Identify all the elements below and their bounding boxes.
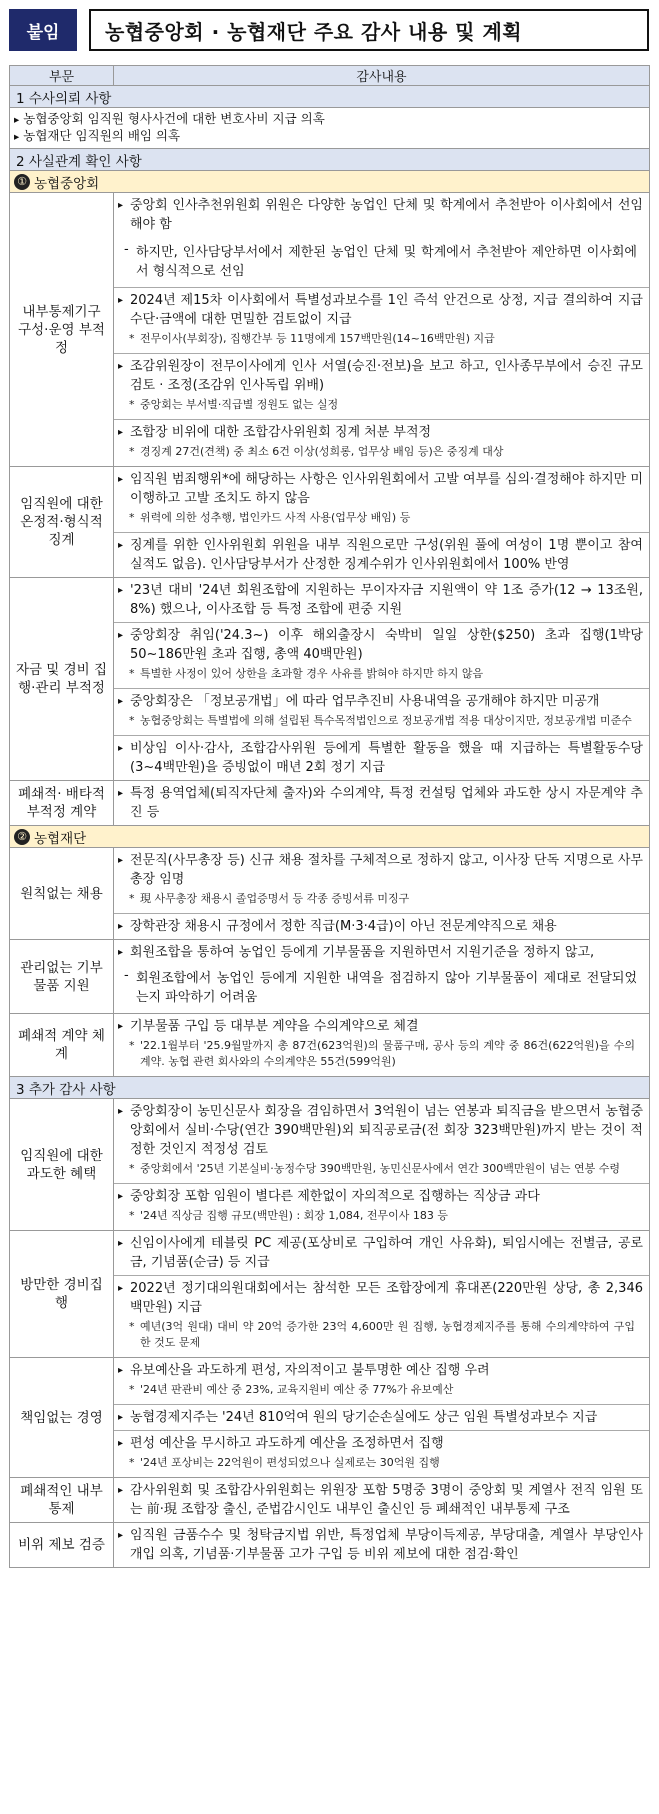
table-row: [10, 467, 650, 578]
bullet-icon: ▸: [118, 1238, 124, 1249]
item-text: 하지만, 인사담당부서에서 제한된 농업인 단체 및 학계에서 추천받아 제안하면 이사회에서 형식적으로 선임: [136, 245, 637, 279]
item-text: 임직원 범죄행위*에 해당하는 사항은 인사위원회에서 고발 여부를 심의·결정해야 하지만 미이행하고 고발 조치도 하지 않음: [130, 472, 643, 506]
subsection-title-nh-federation: [10, 171, 650, 193]
note: [114, 395, 643, 416]
list-item: [114, 578, 649, 622]
header: [9, 9, 649, 51]
note: [114, 1159, 643, 1180]
note-text: 예년(3억 원대) 대비 약 20억 증가한 23억 4,600만 원 집행, 농협경제지주를 통해 수의계약하여 구입한 것도 문제: [140, 1320, 635, 1349]
table-row: [10, 1358, 650, 1478]
list-item-text: 농협재단 임직원의 배임 의혹: [23, 128, 181, 143]
section-title-2: 2 사실관계 확인 사항: [10, 149, 650, 171]
row-content: [114, 1014, 650, 1077]
section-1-items: [10, 108, 650, 149]
list-item: [114, 1183, 649, 1230]
row-label: 내부통제기구 구성·운영 부적정: [10, 193, 114, 467]
sub-item: [122, 966, 643, 1010]
subsection-title-nh-foundation: [10, 826, 650, 848]
note: [114, 664, 643, 685]
table-row: [10, 1231, 650, 1358]
row-label: 임직원에 대한 온정적·형식적 징계: [10, 467, 114, 578]
list-item: [114, 532, 649, 577]
item-text: 중앙회 인사추천위원회 위원은 다양한 농업인 단체 및 학계에서 추천받아 이사회에서 선임해야 함: [130, 198, 643, 232]
note: [114, 508, 643, 529]
list-item: [114, 1231, 649, 1275]
bullet-icon: ▸: [118, 1106, 124, 1117]
row-content: [114, 193, 650, 467]
list-item: [114, 622, 649, 688]
bullet-icon: ▸: [118, 855, 124, 866]
list-item: [114, 1099, 649, 1183]
list-item: [114, 848, 649, 913]
page-title: 농협중앙회 · 농협재단 주요 감사 내용 및 계획: [89, 9, 649, 51]
asterisk-icon: *: [129, 1456, 135, 1469]
bullet-icon: ▸: [118, 295, 124, 306]
item-text: 감사위원회 및 조합감사위원회는 위원장 포함 5명중 3명이 중앙회 및 계열사 전직 임원 또는 前·現 조합장 출신, 준법감시인도 내부인 출신인 등 폐쇄적인 내부통제 구조: [130, 1483, 643, 1517]
row-label: 폐쇄적· 배타적 부적정 계약: [10, 781, 114, 826]
bullet-icon: ▸: [118, 947, 124, 958]
asterisk-icon: *: [129, 1039, 135, 1052]
note-text: '24년 직상금 집행 규모(백만원) : 회장 1,084, 전무이사 183 등: [140, 1209, 449, 1222]
bullet-icon: ▸: [118, 474, 124, 485]
list-item: [114, 1523, 649, 1567]
section-title-1: 1 수사의뢰 사항: [10, 86, 650, 108]
row-content: [114, 1099, 650, 1231]
row-label: 비위 제보 검증: [10, 1523, 114, 1568]
asterisk-icon: *: [129, 332, 135, 345]
list-item: [114, 1404, 649, 1430]
note: [114, 1453, 643, 1474]
row-label: 원칙없는 채용: [10, 848, 114, 940]
column-header-section: 부문: [10, 66, 114, 86]
item-text: 2022년 정기대의원대회에서는 참석한 모든 조합장에게 휴대폰(220만원 상당, 총 2,346백만원) 지급: [130, 1281, 643, 1315]
bullet-icon: ▸: [14, 114, 20, 126]
list-item: [114, 1430, 649, 1477]
row-label: 자금 및 경비 집행·관리 부적정: [10, 578, 114, 781]
list-item: [114, 419, 649, 466]
bullet-icon: ▸: [14, 131, 20, 143]
row-label: 폐쇄적인 내부통제: [10, 1478, 114, 1523]
item-text: 편성 예산을 무시하고 과도하게 예산을 조정하면서 집행: [130, 1436, 444, 1451]
row-content: [114, 940, 650, 1014]
bullet-icon: ▸: [118, 1412, 124, 1423]
table-row: [10, 1523, 650, 1568]
list-item: [114, 467, 649, 532]
dash-icon: -: [124, 968, 129, 983]
item-text: 중앙회장 취임('24.3~) 이후 해외출장시 숙박비 일일 상한($250) 초과 집행(1박당 50~186만원 초과 집행, 총액 40백만원): [130, 628, 643, 662]
table-row: [10, 1014, 650, 1077]
item-text: 기부물품 구입 등 대부분 계약을 수의계약으로 체결: [130, 1019, 419, 1034]
bullet-icon: ▸: [118, 1530, 124, 1541]
list-item: [114, 1478, 649, 1522]
circle-number-icon: ①: [14, 174, 30, 190]
list-item: [114, 1275, 649, 1357]
list-item: [114, 1014, 649, 1076]
item-text: 임직원 금품수수 및 청탁금지법 위반, 특정업체 부당이득제공, 부당대출, 계열사 부당인사 개입 의혹, 기념품·기부물품 고가 구입 등 비위 제보에 대한 점검·확인: [130, 1528, 643, 1562]
row-label: 관리없는 기부물품 지원: [10, 940, 114, 1014]
asterisk-icon: *: [129, 667, 135, 680]
list-item: [114, 940, 649, 1013]
row-content: [114, 1478, 650, 1523]
row-content: [114, 467, 650, 578]
asterisk-icon: *: [129, 1383, 135, 1396]
bullet-icon: ▸: [118, 1485, 124, 1496]
table-row: [10, 848, 650, 940]
note-text: '22.1월부터 '25.9월말까지 총 87건(623억원)의 물품구매, 공사 등의 계약 중 86건(622억원)을 수의계약. 농협 관련 회사와의 수의계약은 55건(599억원): [140, 1039, 635, 1068]
audit-table: [9, 65, 650, 1568]
list-item: [114, 1358, 649, 1404]
note: [114, 329, 643, 350]
item-text: 특정 용역업체(퇴직자단체 출자)와 수의계약, 특정 컨설팅 업체와 과도한 상시 자문계약 추진 등: [130, 786, 643, 820]
item-text: 회원조합을 통하여 농업인 등에게 기부물품을 지원하면서 지원기준을 정하지 않고,: [130, 945, 595, 960]
item-text: 2024년 제15차 이사회에서 특별성과보수를 1인 즉석 안건으로 상정, 지급 결의하여 지급수단·금액에 대한 면밀한 검토없이 지급: [130, 293, 643, 327]
note-text: 전무이사(부회장), 집행간부 등 11명에게 157백만원(14~16백만원) 지급: [140, 332, 495, 345]
bullet-icon: ▸: [118, 427, 124, 438]
subsection-name: 농협재단: [34, 830, 87, 847]
list-item: [114, 193, 649, 287]
item-text: '23년 대비 '24년 회원조합에 지원하는 무이자자금 지원액이 약 1조 증가(12 → 13조원, 8%) 했으나, 이사조합 등 특정 조합에 편중 지원: [130, 583, 643, 617]
note: [114, 442, 643, 463]
item-text: 비상임 이사·감사, 조합감사위원 등에게 특별한 활동을 했을 때 지급하는 특별활동수당(3~4백만원)을 증빙없이 매년 2회 정기 지급: [130, 741, 643, 775]
table-row: [10, 1478, 650, 1523]
circle-number-icon: ②: [14, 829, 30, 845]
item-text: 유보예산을 과도하게 편성, 자의적이고 불투명한 예산 집행 우려: [130, 1363, 490, 1378]
table-row: [10, 1099, 650, 1231]
row-label: 임직원에 대한 과도한 혜택: [10, 1099, 114, 1231]
asterisk-icon: *: [129, 714, 135, 727]
column-header-content: 감사내용: [114, 66, 650, 86]
asterisk-icon: *: [129, 445, 135, 458]
bullet-icon: ▸: [118, 200, 124, 211]
note-text: 위력에 의한 성추행, 법인카드 사적 사용(업무상 배임) 등: [140, 511, 411, 524]
row-content: [114, 578, 650, 781]
note: [114, 1380, 643, 1401]
asterisk-icon: *: [129, 1320, 135, 1333]
list-item: [14, 111, 643, 128]
note-text: 現 사무총장 채용시 졸업증명서 등 각종 증빙서류 미징구: [140, 892, 410, 905]
item-text: 징계를 위한 인사위원회 위원을 내부 직원으로만 구성(위원 풀에 여성이 1명 뿐이고 참여 실적도 없음). 인사담당부서가 산정한 징계수위가 인사위원회에서 100% 반영: [130, 538, 643, 572]
list-item: [114, 735, 649, 780]
note: [114, 1206, 643, 1227]
asterisk-icon: *: [129, 398, 135, 411]
note-text: '24년 포상비는 22억원이 편성되었으나 실제로는 30억원 집행: [140, 1456, 440, 1469]
bullet-icon: ▸: [118, 743, 124, 754]
note-text: 경징계 27건(견책) 중 최소 6건 이상(성희롱, 업무상 배임 등)은 중징계 대상: [140, 445, 504, 458]
list-item: [114, 913, 649, 939]
row-label: 폐쇄적 계약 체계: [10, 1014, 114, 1077]
item-text: 농협경제지주는 '24년 810억여 원의 당기순손실에도 상근 임원 특별성과보수 지급: [130, 1410, 598, 1425]
row-content: [114, 1523, 650, 1568]
note: [114, 711, 643, 732]
row-content: [114, 781, 650, 826]
bullet-icon: ▸: [118, 361, 124, 372]
item-text: 중앙회장은 「정보공개법」에 따라 업무추진비 사용내역을 공개해야 하지만 미공개: [130, 694, 600, 709]
list-item-text: 농협중앙회 임직원 형사사건에 대한 변호사비 지급 의혹: [23, 111, 325, 126]
bullet-icon: ▸: [118, 1365, 124, 1376]
note: [114, 1317, 643, 1354]
list-item: [114, 353, 649, 419]
note-text: 농협중앙회는 특별법에 의해 설립된 특수목적법인으로 정보공개법 적용 대상이지만, 정보공개법 미준수: [140, 714, 632, 727]
table-row: [10, 940, 650, 1014]
bullet-icon: ▸: [118, 921, 124, 932]
row-label: 책임없는 경영: [10, 1358, 114, 1478]
row-content: [114, 1358, 650, 1478]
note-text: '24년 판관비 예산 중 23%, 교육지원비 예산 중 77%가 유보예산: [140, 1383, 454, 1396]
item-text: 전문직(사무총장 등) 신규 채용 절차를 구체적으로 정하지 않고, 이사장 단독 지명으로 사무총장 임명: [130, 853, 643, 887]
bullet-icon: ▸: [118, 630, 124, 641]
section-title-3: 3 추가 감사 사항: [10, 1077, 650, 1099]
bullet-icon: ▸: [118, 1191, 124, 1202]
item-text: 중앙회장 포함 임원이 별다른 제한없이 자의적으로 집행하는 직상금 과다: [130, 1189, 540, 1204]
item-text: 조감위원장이 전무이사에게 인사 서열(승진·전보)을 보고 하고, 인사종무부에서 승진 규모 검토 · 조정(조감위 인사독립 위배): [130, 359, 643, 393]
bullet-icon: ▸: [118, 1021, 124, 1032]
table-row: [10, 193, 650, 467]
note-text: 중앙회에서 '25년 기본실비·농정수당 390백만원, 농민신문사에서 연간 300백만원이 넘는 연봉 수령: [140, 1162, 621, 1175]
item-text: 회원조합에서 농업인 등에게 지원한 내역을 점검하지 않아 기부물품이 제대로 전달되었는지 파악하기 어려움: [136, 971, 637, 1005]
row-label: 방만한 경비집행: [10, 1231, 114, 1358]
item-text: 조합장 비위에 대한 조합감사위원회 징계 처분 부적정: [130, 425, 432, 440]
bullet-icon: ▸: [118, 1438, 124, 1449]
note: [114, 889, 643, 910]
bullet-icon: ▸: [118, 540, 124, 551]
dash-icon: -: [124, 242, 129, 257]
subsection-name: 농협중앙회: [34, 175, 100, 192]
asterisk-icon: *: [129, 511, 135, 524]
note-text: 중앙회는 부서별·직급별 정원도 없는 실정: [140, 398, 339, 411]
list-item: [114, 287, 649, 353]
bullet-icon: ▸: [118, 1283, 124, 1294]
item-text: 신임이사에게 테블릿 PC 제공(포상비로 구입하여 개인 사유화), 퇴임시에는 전별금, 공로금, 기념품(순금) 등 지급: [130, 1236, 643, 1270]
table-row: [10, 781, 650, 826]
attachment-badge: 붙임: [9, 9, 77, 51]
row-content: [114, 848, 650, 940]
note-text: 특별한 사정이 있어 상한을 초과할 경우 사유를 밝혀야 하지만 하지 않음: [140, 667, 484, 680]
list-item: [114, 781, 649, 825]
asterisk-icon: *: [129, 1209, 135, 1222]
column-header-row: [10, 66, 650, 86]
sub-item: [122, 240, 643, 284]
list-item: [114, 688, 649, 735]
item-text: 장학관장 채용시 규정에서 정한 직급(M·3·4급)이 아닌 전문계약직으로 채용: [130, 919, 557, 934]
note: [114, 1036, 643, 1073]
item-text: 중앙회장이 농민신문사 회장을 겸임하면서 3억원이 넘는 연봉과 퇴직금을 받으면서 농협중앙회에서 실비·수당(연간 390백만원)외 퇴직공로금(전 회장 323백만원)까지 받는 것이 적정한 것인지 적정성 검토: [130, 1104, 643, 1157]
asterisk-icon: *: [129, 892, 135, 905]
row-content: [114, 1231, 650, 1358]
list-item: [14, 128, 643, 145]
asterisk-icon: *: [129, 1162, 135, 1175]
bullet-icon: ▸: [118, 788, 124, 799]
bullet-icon: ▸: [118, 585, 124, 596]
bullet-icon: ▸: [118, 696, 124, 707]
table-row: [10, 578, 650, 781]
